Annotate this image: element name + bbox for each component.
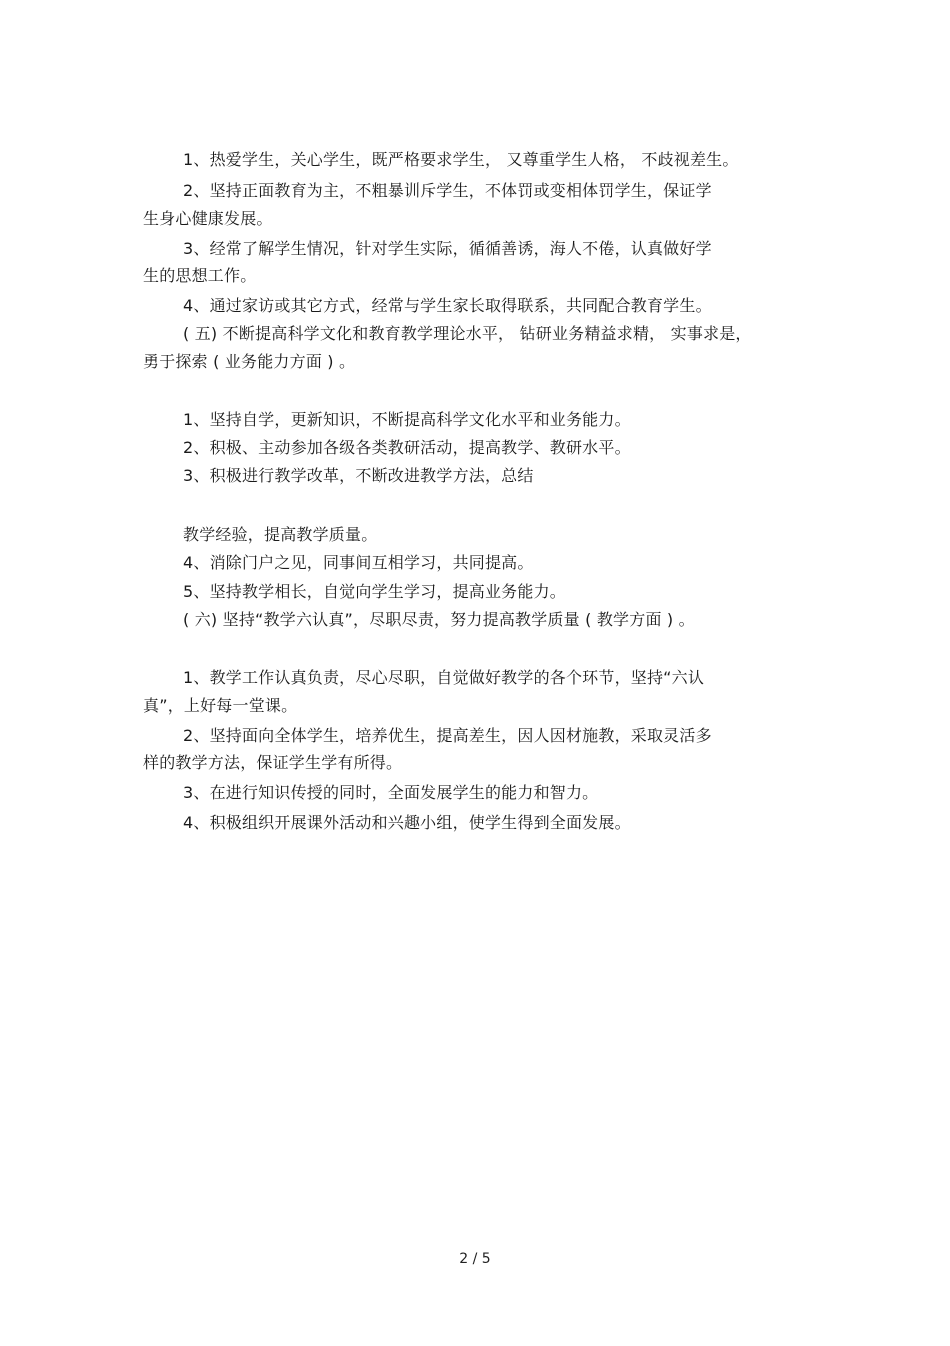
text-line: 1、教学工作认真负责，尽心尽职，自觉做好教学的各个环节，坚持“六认 — [183, 668, 705, 687]
text-line: 2、积极、主动参加各级各类教研活动，提高教学、教研水平。 — [183, 438, 631, 457]
section-heading: ( 五) 不断提高科学文化和教育教学理论水平， 钻研业务精益求精， 实事求是， — [183, 324, 752, 343]
text-line: 生的思想工作。 — [143, 266, 257, 285]
text-line: 1、热爱学生，关心学生，既严格要求学生， 又尊重学生人格， 不歧视差生。 — [183, 150, 739, 169]
text-line: 2、坚持面向全体学生，培养优生，提高差生，因人因材施教，采取灵活多 — [183, 726, 712, 745]
text-line: 样的教学方法，保证学生学有所得。 — [143, 753, 403, 772]
text-line: 4、积极组织开展课外活动和兴趣小组，使学生得到全面发展。 — [183, 813, 631, 832]
section-heading-continued: 勇于探索 ( 业务能力方面 ) 。 — [143, 352, 356, 371]
text-line: 3、在进行知识传授的同时，全面发展学生的能力和智力。 — [183, 783, 599, 802]
page-number: 2 / 5 — [459, 1251, 491, 1267]
text-line: 1、坚持自学，更新知识，不断提高科学文化水平和业务能力。 — [183, 410, 631, 429]
text-line: 4、消除门户之见，同事间互相学习，共同提高。 — [183, 553, 534, 572]
text-line: 4、通过家访或其它方式，经常与学生家长取得联系，共同配合教育学生。 — [183, 296, 712, 315]
text-line: 教学经验，提高教学质量。 — [183, 525, 378, 544]
text-line: 5、坚持教学相长，自觉向学生学习，提高业务能力。 — [183, 582, 566, 601]
section-heading: ( 六) 坚持“教学六认真”，尽职尽责，努力提高教学质量 ( 教学方面 ) 。 — [183, 610, 695, 629]
text-line: 2、坚持正面教育为主，不粗暴训斥学生，不体罚或变相体罚学生，保证学 — [183, 181, 712, 200]
text-line: 3、经常了解学生情况，针对学生实际，循循善诱，海人不倦，认真做好学 — [183, 239, 712, 258]
text-line: 真”，上好每一堂课。 — [143, 696, 298, 715]
text-line: 3、积极进行教学改革，不断改进教学方法，总结 — [183, 466, 534, 485]
text-line: 生身心健康发展。 — [143, 209, 273, 228]
